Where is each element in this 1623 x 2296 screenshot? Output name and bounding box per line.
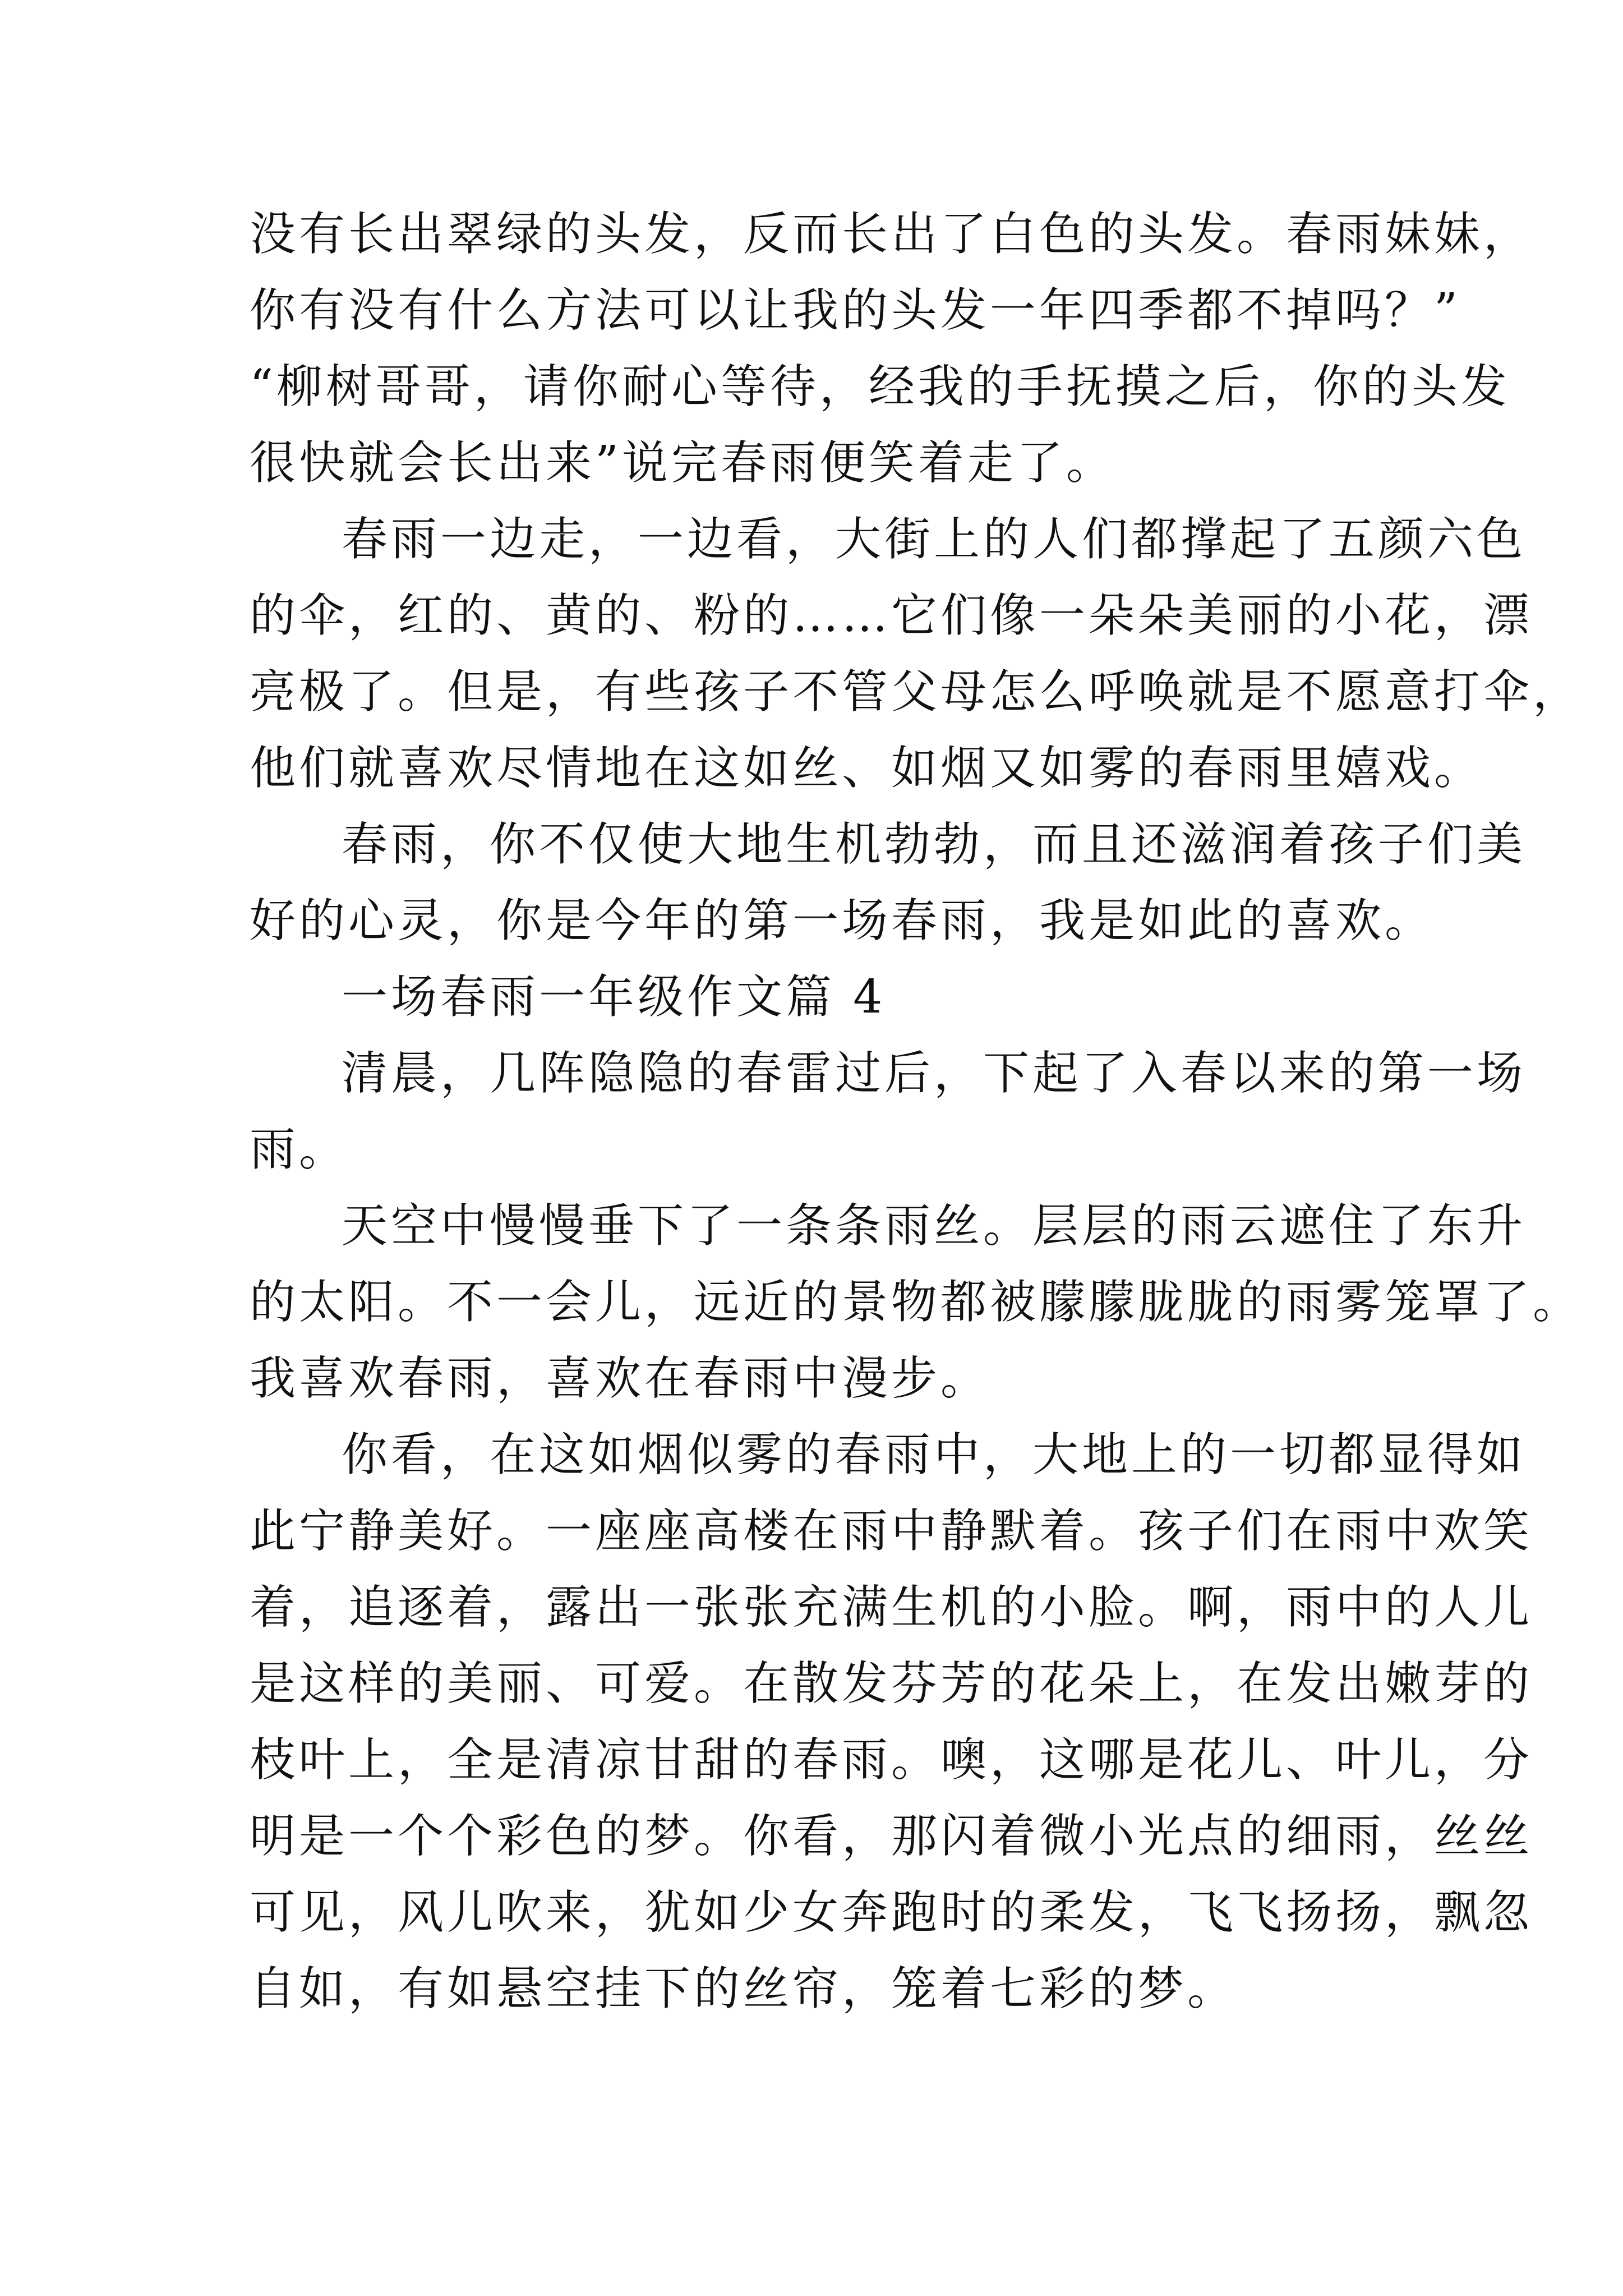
text-line: 他们就喜欢尽情地在这如丝、如烟又如雾的春雨里嬉戏。 xyxy=(250,742,1484,795)
text-line: 是这样的美丽、可爱。在散发芬芳的花朵上，在发出嫩芽的 xyxy=(250,1657,1533,1710)
text-line: 我喜欢春雨，喜欢在春雨中漫步。 xyxy=(250,1352,990,1405)
paragraph-start-line: 你看，在这如烟似雾的春雨中，大地上的一切都显得如 xyxy=(342,1428,1527,1481)
text-line: 亮极了。但是，有些孩子不管父母怎么呼唤就是不愿意打伞， xyxy=(250,665,1583,719)
paragraph-start-line: 春雨一边走，一边看，大街上的人们都撑起了五颜六色 xyxy=(342,513,1527,566)
text-line: 自如，有如悬空挂下的丝帘，笼着七彩的梦。 xyxy=(250,1962,1237,2016)
text-line: “柳树哥哥，请你耐心等待，经我的手抚摸之后，你的头发 xyxy=(250,360,1510,413)
text-line: 没有长出翠绿的头发，反而长出了白色的头发。春雨妹妹， xyxy=(250,208,1533,261)
text-line: 好的心灵，你是今年的第一场春雨，我是如此的喜欢。 xyxy=(250,894,1435,947)
text-line: 雨。 xyxy=(250,1123,349,1176)
paragraph-start-line: 春雨，你不仅使大地生机勃勃，而且还滋润着孩子们美 xyxy=(342,818,1527,871)
section-heading: 一场春雨一年级作文篇 4 xyxy=(342,970,886,1024)
text-line: 很快就会长出来”说完春雨便笑着走了。 xyxy=(250,436,1115,490)
text-line: 枝叶上，全是清凉甘甜的春雨。噢，这哪是花儿、叶儿，分 xyxy=(250,1733,1533,1787)
document-body xyxy=(250,196,1583,2027)
text-line: 你有没有什么方法可以让我的头发一年四季都不掉吗？” xyxy=(250,284,1461,337)
paragraph-start-line: 清晨，几阵隐隐的春雷过后，下起了入春以来的第一场 xyxy=(342,1047,1527,1100)
text-line: 的伞，红的、黄的、粉的……它们像一朵朵美丽的小花，漂 xyxy=(250,589,1533,642)
text-line: 可见，风儿吹来，犹如少女奔跑时的柔发，飞飞扬扬，飘忽 xyxy=(250,1886,1533,1939)
text-line: 此宁静美好。一座座高楼在雨中静默着。孩子们在雨中欢笑 xyxy=(250,1504,1533,1558)
paragraph-start-line: 天空中慢慢垂下了一条条雨丝。层层的雨云遮住了东升 xyxy=(342,1199,1527,1253)
text-line: 着，追逐着，露出一张张充满生机的小脸。啊，雨中的人儿 xyxy=(250,1581,1533,1634)
text-line: 的太阳。不一会儿，远近的景物都被朦朦胧胧的雨雾笼罩了。 xyxy=(250,1276,1583,1329)
text-line: 明是一个个彩色的梦。你看，那闪着微小光点的细雨，丝丝 xyxy=(250,1810,1533,1863)
